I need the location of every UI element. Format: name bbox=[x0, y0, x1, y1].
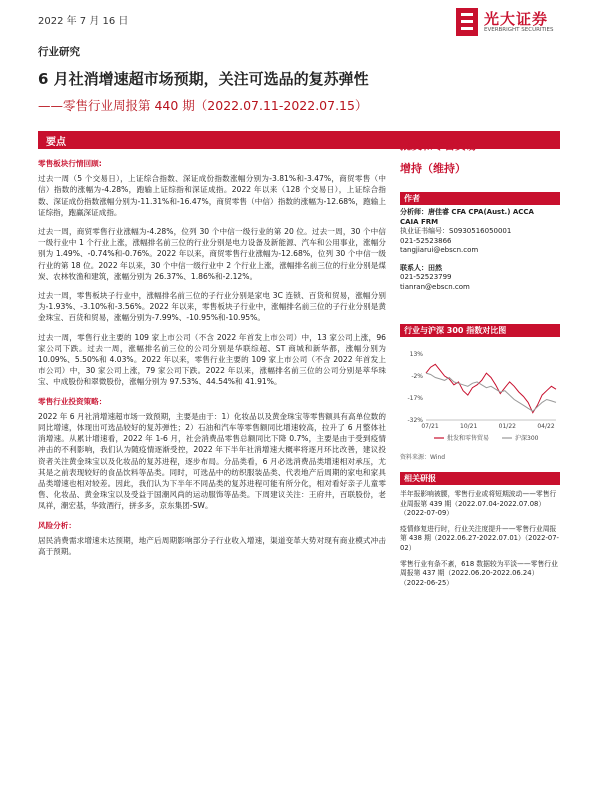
series-line-1 bbox=[426, 373, 556, 411]
x-tick-label: 01/22 bbox=[498, 423, 516, 430]
section-heading: 风险分析： bbox=[38, 520, 76, 530]
analyst-cert: 执业证书编号：S0930516050001 bbox=[400, 227, 512, 235]
index-comparison-chart bbox=[400, 348, 560, 448]
x-tick-label: 10/21 bbox=[460, 423, 478, 430]
paragraph: 过去一周，商贸零售行业涨幅为-4.28%，位列 30 个中信一级行业的第 20 位。过去一周，30 个中信一级行业中 1 个行业上涨，涨幅排名前三位的行业分别是电力设备及新能源、汽车和公用事业，涨幅分别为 1.49%、-0.74%和-0.76%。2022 年以来，商贸零售行业涨幅为-12.68%，位列 30 个中信一级行业的第 18 位。2022 年以来，30 个中信一级行业中 2 个行业上涨，涨幅排名前三位的行业分别是煤炭、农林牧渔和建筑，涨幅分别为 26.37%、1.86%和-2.12%。 bbox=[38, 227, 386, 281]
logo bbox=[456, 6, 566, 42]
paragraph: 过去一周，零售板块子行业中，涨幅排名前三位的子行业分别是家电 3C 连锁、百货和贸易，涨幅分别为-1.93%、-3.10%和-3.56%。2022 年以来，零售板块子行业中，涨幅排名前三位的子行业分别是黄金珠宝、百货和贸易，涨幅分别为-7.99%、-10.95%和-10.95%。 bbox=[38, 291, 386, 323]
related-report-link[interactable]: 半年报影响被腰，零售行业或将短期波动——零售行业周报第 439 期（2022.07.04-2022.07.08）（2022-07-09） bbox=[400, 490, 557, 518]
author-info bbox=[400, 208, 560, 292]
summary-band-label: 要点 bbox=[46, 137, 66, 148]
paragraph: 过去一周，零售行业主要的 109 家上市公司（不含 2022 年首发上市公司）中，13 家公司上涨，96 家公司下跌。过去一周，涨幅排名前三位的公司分别是华联综超、ST 商城和新华都，涨幅分别为 10.09%、5.50%和 4.03%。2022 年以来，零售行业主要的 109 家上市公司（不含 2022 年首发上市公司）中，30 家公司上涨，79 家公司下跌。2022 年以来，涨幅排名前三位的公司分别是萃华珠宝、中成股份和翠微股份，涨幅分别为 97.53%、44.54%和 41.91%。 bbox=[38, 332, 386, 387]
y-tick-label: -17% bbox=[407, 395, 423, 402]
y-tick-label: -32% bbox=[407, 417, 423, 424]
logo-text: 光大证券 bbox=[484, 10, 549, 28]
series-line-0 bbox=[426, 364, 556, 412]
x-tick-label: 07/21 bbox=[421, 423, 439, 430]
y-tick-label: 13% bbox=[409, 351, 423, 358]
main-content bbox=[38, 158, 386, 565]
report-category: 行业研究 bbox=[38, 46, 80, 58]
report-subtitle: ——零售行业周报第 440 期（2022.07.11-2022.07.15） bbox=[38, 98, 368, 113]
rating-sector: 批发和零售贸易 bbox=[400, 139, 477, 152]
related-reports-header: 相关研报 bbox=[400, 472, 560, 485]
y-tick-label: -2% bbox=[411, 373, 423, 380]
contact-name: 联系人：田然 bbox=[400, 263, 442, 272]
paragraph: 居民消费需求增速未达预期，地产后周期影响部分子行业收入增速，渠道变革大势对现有商业模式冲击高于预期。 bbox=[38, 535, 386, 557]
analyst-email: tangjiarui@ebscn.com bbox=[400, 246, 479, 254]
related-reports bbox=[400, 490, 560, 594]
rating-value: 增持（维持） bbox=[400, 162, 466, 175]
analyst-name: 分析师：唐佳睿 CFA CPA(Aust.) ACCA bbox=[400, 208, 534, 216]
legend-label: 批发和零售贸易 bbox=[447, 435, 490, 442]
chart-header: 行业与沪深 300 指数对比图 bbox=[400, 324, 560, 337]
analyst-phone: 021-52523866 bbox=[400, 236, 452, 245]
section-heading: 零售行业投资策略： bbox=[38, 396, 107, 406]
summary-band bbox=[38, 131, 560, 149]
related-report-link[interactable]: 零售行业有条不紊，618 数据较为平淡——零售行业周报第 437 期（2022.06.20-2022.06.24）（2022-06-25） bbox=[400, 559, 558, 587]
author-header: 作者 bbox=[400, 192, 560, 205]
contact-phone: 021-52523799 bbox=[400, 273, 452, 281]
section-heading: 零售板块行情回顾: bbox=[38, 159, 102, 168]
logo-subtext: EVERBRIGHT SECURITIES bbox=[484, 27, 554, 33]
chart-source: 资料来源：Wind bbox=[400, 454, 446, 461]
analyst-credentials: CAIA FRM bbox=[400, 217, 439, 226]
contact-email: tianran@ebscn.com bbox=[400, 282, 470, 291]
report-title: 6 月社消增速超市场预期，关注可选品的复苏弹性 bbox=[38, 70, 369, 88]
paragraph: 过去一周（5 个交易日），上证综合指数、深证成份指数涨幅分别为-3.81%和-3.47%，商贸零售（中信）指数的涨幅为-4.28%，跑输上证综指和深证成指。2022 年以来（128 个交易日），上证综合指数、深证成份指数涨幅分别为-11.31%和-16.47%，商贸零售（中信）指数的涨幅为-12.68%，跑输上证综指，跑赢深证成指。 bbox=[38, 174, 386, 217]
report-date: 2022 年 7 月 16 日 bbox=[38, 16, 129, 27]
x-tick-label: 04/22 bbox=[537, 423, 555, 430]
related-report-link[interactable]: 疫情修复进行时，行业关注度提升——零售行业周报第 438 期（2022.06.27-2022.07.01）（2022-07-02） bbox=[400, 524, 560, 552]
logo-mark-icon bbox=[456, 8, 478, 36]
legend-label: 沪深300 bbox=[515, 435, 539, 442]
paragraph: 2022 年 6 月社消增速超市场一致预期，主要是由于：1）化妆品以及黄金珠宝等零售额具有高单位数的同比增速，体现出可选品较好的复苏弹性；2）石油和汽车等零售额同比增速较高，拉升了 6 月整体社消增速。从累计增速看，2022 年 1-6 月，社会消费品零售总额同比下降 0.7%，主要是由于受到疫情冲击的不利影响，我们认为随疫情逐渐受控，2022 年下半年社消增速大概率将逐月环比改善，建议投资者关注黄金珠宝以及化妆品的复苏进程，逐步布局。分品类看，6 月必选消费品类增速相对承压，尤其是之前表现较好的食品饮料等品类。同时，可选品中的纺织服装品类、代表地产后周期的家电和家具品类增速也相对较差。因此，我们认为下半年不同品类的复苏进程可能有所分化，相对看好亲子儿童零售、化妆品、黄金珠宝以及受益于国潮风尚的运动服饰等品类。下周建议关注：王府井，百联股份，老凤祥，潮宏基，华致酒行，拼多多，京东集团-SW。 bbox=[38, 411, 386, 511]
